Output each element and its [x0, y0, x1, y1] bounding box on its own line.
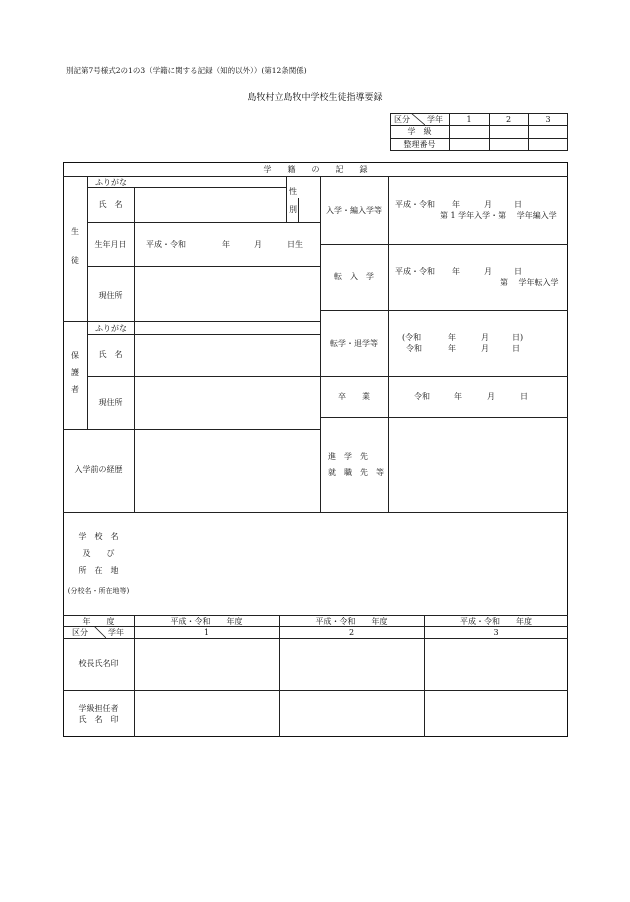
student-group-label-1: 生	[71, 227, 79, 236]
transfer-out-month-2: 月	[481, 344, 489, 353]
graduation-year: 年	[454, 392, 462, 401]
student-sex-label-2: 別	[289, 205, 297, 214]
bottom-grade-3: 3	[493, 628, 499, 637]
transfer-out-era-1: (令和	[402, 333, 422, 342]
destination-label-2: 就 職 先 等	[328, 468, 384, 477]
admission-label: 入学・編入学等	[326, 206, 382, 215]
transfer-out-day-1: 日)	[512, 333, 524, 342]
school-branch-note: (分校名・所在地等)	[67, 587, 130, 595]
transfer-out-year-1: 年	[448, 333, 456, 342]
student-birthdate-label: 生年月日	[94, 240, 127, 249]
year-value-1: 平成・令和 年度	[170, 617, 243, 626]
diagonal-divider-icon	[411, 113, 425, 125]
transfer-out-day-2: 日	[512, 344, 520, 353]
graduation-day: 日	[520, 392, 528, 401]
admission-month: 月	[484, 200, 492, 209]
transfer-in-era: 平成・令和	[395, 267, 435, 276]
guardian-group-label-3: 者	[71, 385, 79, 394]
admission-grade-text: 第 1 学年入学・第 学年編入学	[440, 211, 557, 220]
graduation-month: 月	[487, 392, 495, 401]
birthdate-year: 年	[222, 240, 230, 249]
admission-day: 日	[514, 200, 522, 209]
section-title: 学 籍 の 記 録	[263, 165, 368, 174]
bottom-grade-2: 2	[348, 628, 355, 637]
transfer-out-era-2: 令和	[406, 344, 422, 353]
admission-year: 年	[452, 200, 460, 209]
transfer-out-month-1: 月	[481, 333, 489, 342]
teacher-label-2: 氏 名 印	[78, 715, 119, 724]
bottom-grade-1: 1	[203, 628, 210, 637]
index-grade-2: 2	[505, 115, 512, 124]
bottom-gakunen-label: 学年	[108, 628, 124, 637]
index-kubun-label: 区分	[394, 115, 410, 124]
guardian-furigana-label: ふりがな	[95, 324, 127, 333]
destination-label-1: 進 学 先	[328, 452, 368, 461]
record-frame	[63, 162, 568, 737]
bottom-kubun-label: 区分	[72, 628, 88, 637]
year-value-3: 平成・令和 年度	[460, 617, 532, 626]
index-grade-1: 1	[466, 115, 472, 124]
page-title: 島牧村立島牧中学校生徒指導要録	[247, 93, 383, 103]
index-grade-3: 3	[545, 115, 551, 124]
school-label-3: 所 在 地	[78, 566, 119, 575]
prior-history-label: 入学前の経歴	[74, 465, 123, 474]
school-label-2: 及 び	[82, 549, 115, 558]
teacher-label-1: 学級担任者	[78, 704, 119, 713]
transfer-in-day: 日	[514, 267, 522, 276]
year-value-2: 平成・令和 年度	[315, 617, 388, 626]
birthdate-era: 平成・令和	[146, 240, 186, 249]
transfer-in-grade-text: 第 学年転入学	[500, 278, 559, 287]
transfer-in-year: 年	[452, 267, 460, 276]
student-furigana-label: ふりがな	[95, 178, 127, 187]
transfer-in-label: 転 入 学	[334, 272, 374, 281]
guardian-group-label-1: 保	[71, 351, 79, 360]
school-label-1: 学 校 名	[78, 532, 119, 541]
form-note: 別記第7号様式2の1の3（学籍に関する記録（知的以外））(第12条関係)	[66, 66, 307, 75]
index-class-label: 学 級	[407, 127, 432, 136]
diagonal-divider-icon-bottom	[94, 626, 106, 638]
student-group-label-2: 徒	[71, 256, 79, 265]
guardian-group-label-2: 護	[71, 368, 79, 377]
admission-era: 平成・令和	[395, 200, 435, 209]
guardian-address-label: 現住所	[98, 398, 123, 407]
principal-label: 校長氏名印	[78, 659, 119, 668]
student-name-label: 氏 名	[98, 200, 123, 209]
birthdate-day: 日生	[287, 240, 303, 249]
birthdate-month: 月	[254, 240, 262, 249]
year-label: 年 度	[82, 617, 115, 626]
guardian-name-label: 氏 名	[98, 350, 123, 359]
transfer-out-label: 転学・退学等	[330, 339, 378, 348]
transfer-in-month: 月	[484, 267, 492, 276]
transfer-out-year-2: 年	[448, 344, 456, 353]
graduation-label: 卒 業	[338, 392, 370, 401]
index-gakunen-label: 学年	[427, 115, 443, 124]
graduation-era: 令和	[414, 392, 430, 401]
student-sex-label-1: 性	[289, 187, 297, 196]
index-number-label: 整理番号	[403, 140, 436, 149]
student-address-label: 現住所	[98, 291, 123, 300]
